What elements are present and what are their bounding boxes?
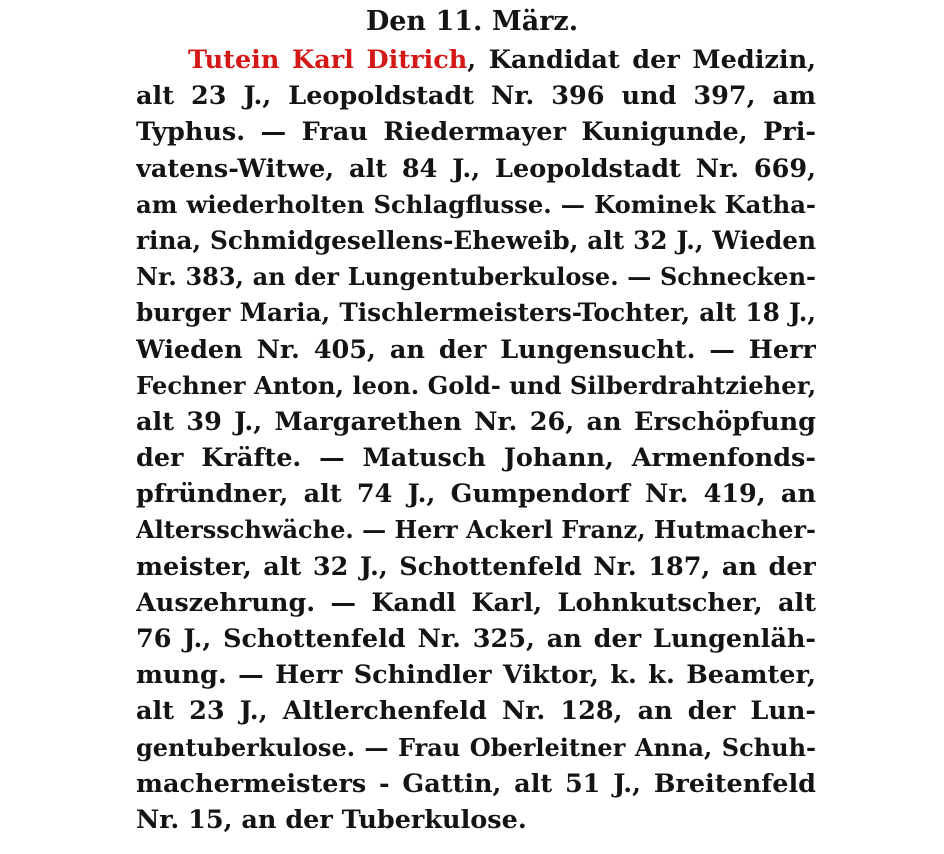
- text-line: meister, alt 32 J., Schottenfeld Nr. 187, an der: [136, 551, 816, 582]
- date-heading: Den 11. März.: [365, 6, 579, 37]
- text-line: vatens-Witwe, alt 84 J., Leopoldstadt Nr. 669,: [136, 153, 816, 184]
- text-line: machermeisters - Gattin, alt 51 J., Breitenfeld: [136, 768, 816, 799]
- text-line: der Kräfte. — Matusch Johann, Armenfonds-: [136, 443, 816, 474]
- text-line: [136, 42, 816, 78]
- text-line: alt 23 J., Altlerchenfeld Nr. 128, an der Lun-: [136, 696, 816, 727]
- text-line: gentuberkulose. — Frau Oberleitner Anna, Schuh-: [136, 732, 816, 762]
- text-line: 76 J., Schottenfeld Nr. 325, an der Lungenläh-: [136, 624, 816, 654]
- highlighted-name: Tutein Karl Ditrich: [188, 45, 468, 75]
- text-column: [136, 42, 816, 838]
- text-line: burger Maria, Tischlermeisters-Tochter, alt 18 J.,: [136, 298, 816, 328]
- text-line: Fechner Anton, leon. Gold- und Silberdrahtzieher,: [136, 370, 816, 400]
- text-line: rina, Schmidgesellens-Eheweib, alt 32 J., Wieden: [136, 225, 816, 255]
- text-line: Wieden Nr. 405, an der Lungensucht. — Herr: [136, 334, 816, 365]
- text-line: Nr. 15, an der Tuberkulose.: [136, 804, 527, 835]
- text-line: alt 23 J., Leopoldstadt Nr. 396 und 397, am: [136, 81, 816, 112]
- text-line: pfründner, alt 74 J., Gumpendorf Nr. 419, an: [136, 479, 816, 510]
- text-line: mung. — Herr Schindler Viktor, k. k. Beamter,: [136, 660, 816, 691]
- text-line: am wiederholten Schlagflusse. — Kominek Katha-: [136, 189, 816, 219]
- text-line: alt 39 J., Margarethen Nr. 26, an Erschöpfung: [136, 406, 816, 437]
- text-line: Nr. 383, an der Lungentuberkulose. — Schnecken-: [136, 262, 816, 292]
- text-line: Typhus. — Frau Riedermayer Kunigunde, Pri-: [136, 117, 816, 148]
- text-line: Auszehrung. — Kandl Karl, Lohnkutscher, alt: [136, 587, 816, 618]
- line-text: , Kandidat der Medizin,: [467, 45, 816, 75]
- text-line: Altersschwäche. — Herr Ackerl Franz, Hutmacher-: [136, 515, 816, 545]
